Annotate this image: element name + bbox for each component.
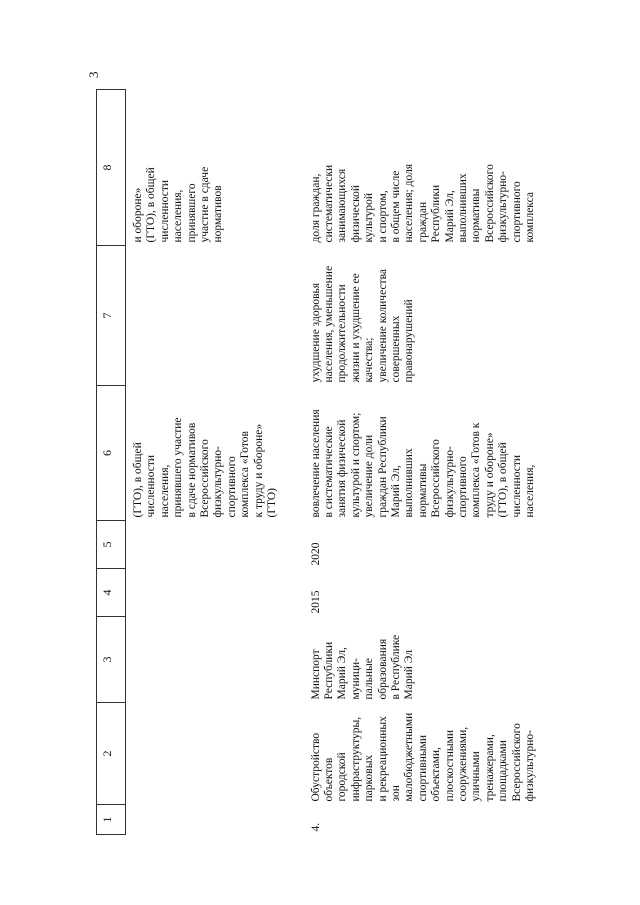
end-year: 2020 xyxy=(309,542,322,566)
page-number: 3 xyxy=(86,71,101,78)
expected-result: вовлечение населения в систематические занятия физической культурой и спортом; увеличение доли граждан Республики Марий Эл, выполнивших нормативы Всероссийского физкультурно- спортивного комплекса «Готов к труду и обороне» (ГТО), в общей численности населения, xyxy=(309,409,536,518)
related-indicators: доля граждан, систематически занимающихся физической культурой и спортом, в общем числе населения; доля граждан Республики Марий Эл, выполнивших нормативы Всероссийского физкультурно- спортивного комплекса xyxy=(309,163,536,243)
related-indicators: и обороне» (ГТО), в общей численности населения, принявшего участие в сдаче нормативов xyxy=(132,166,225,243)
start-year: 2015 xyxy=(309,590,322,614)
executor xyxy=(126,617,304,703)
executor: Минспорт Республики Марий Эл, муници- пальные образования в Республике Марий Эл xyxy=(309,634,416,700)
column-header: 2 xyxy=(97,703,126,805)
non-implementation-consequences xyxy=(126,246,304,386)
table-row xyxy=(304,90,538,835)
table-header-row xyxy=(97,90,126,835)
row-number xyxy=(126,805,304,835)
measures-table xyxy=(96,89,537,835)
non-implementation-consequences: ухудшение здоровья населения, уменьшение продолжительности жизни и ухудшение ее качества; увеличение количества совершенных правонарушений xyxy=(309,265,416,383)
end-year xyxy=(126,521,304,569)
column-header: 8 xyxy=(97,90,126,246)
start-year xyxy=(126,569,304,617)
measure-name: Обустройство объектов городской инфраструктуры, парковых и рекреационных зон малобюджетными спортивными объектами, плоскостными сооружениями, уличными тренажерами, площадками Всероссийского физкультурно- xyxy=(309,712,536,802)
column-header: 6 xyxy=(97,386,126,521)
column-header: 1 xyxy=(97,805,126,835)
row-number: 4. xyxy=(309,822,322,832)
measure-name xyxy=(126,703,304,805)
column-header: 4 xyxy=(97,569,126,617)
column-header: 5 xyxy=(97,521,126,569)
expected-result: (ГТО), в общей численности населения, принявшего участие в сдаче нормативов Всероссийского физкультурно- спортивного комплекса «Готов к труду и обороне» (ГТО) xyxy=(132,417,279,518)
rotated-table-container xyxy=(96,90,541,835)
table-row xyxy=(126,90,304,835)
column-header: 7 xyxy=(97,246,126,386)
column-header: 3 xyxy=(97,617,126,703)
